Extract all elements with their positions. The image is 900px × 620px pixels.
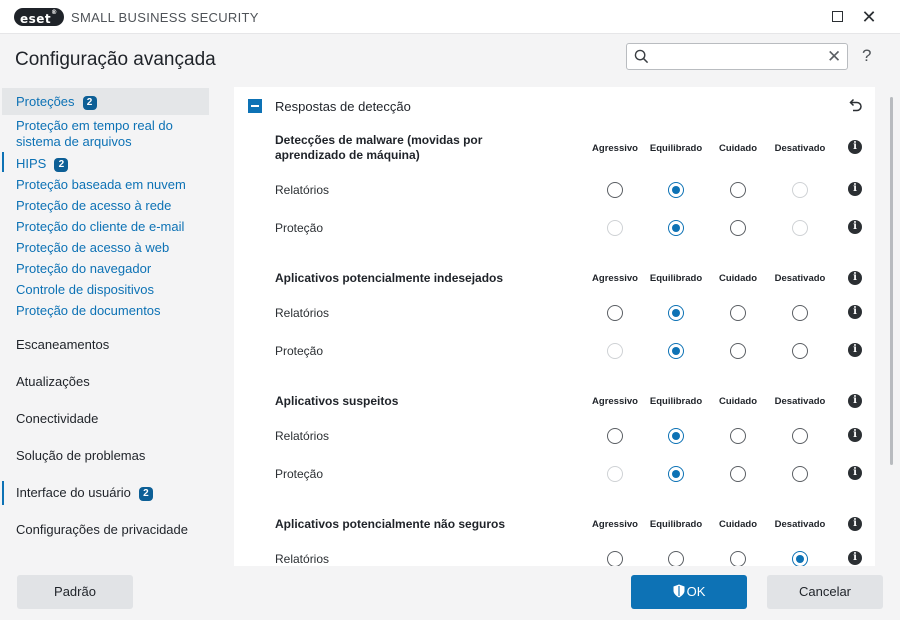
cancel-button[interactable]: Cancelar	[767, 575, 883, 609]
default-button[interactable]: Padrão	[17, 575, 133, 609]
sidebar-item-label: HIPS	[16, 156, 47, 171]
close-icon: ✕	[861, 7, 877, 27]
detection-responses-panel	[234, 87, 875, 566]
radio-button[interactable]	[607, 466, 623, 482]
radio-button[interactable]	[668, 551, 684, 566]
info-icon[interactable]: i	[848, 394, 862, 408]
count-badge: 2	[54, 158, 68, 172]
radio-button[interactable]	[792, 305, 808, 321]
panel-title: Respostas de detecção	[275, 99, 411, 114]
sidebar-item-protections[interactable]	[2, 88, 209, 115]
info-icon[interactable]: i	[848, 551, 862, 565]
sidebar	[0, 86, 215, 556]
row-label: Relatórios	[275, 306, 330, 320]
radio-button[interactable]	[607, 305, 623, 321]
shield-icon	[673, 584, 685, 598]
column-header: Agressivo	[592, 273, 638, 284]
collapse-icon[interactable]	[248, 99, 262, 113]
info-icon[interactable]: i	[848, 343, 862, 357]
info-icon[interactable]: i	[848, 305, 862, 319]
column-header: Equilibrado	[649, 519, 703, 530]
sidebar-section-privacy[interactable]: Configurações de privacidade	[16, 522, 188, 537]
column-header: Cuidado	[719, 396, 757, 407]
info-icon[interactable]: i	[848, 182, 862, 196]
section-title: Aplicativos suspeitos	[275, 394, 399, 408]
sidebar-item-label: Interface do usuário	[16, 485, 131, 500]
count-badge: 2	[139, 487, 153, 501]
column-header: Agressivo	[592, 396, 638, 407]
radio-button[interactable]	[607, 428, 623, 444]
close-window-button[interactable]	[857, 6, 881, 28]
row-label: Proteção	[275, 344, 324, 358]
column-header: Equilibrado	[649, 396, 703, 407]
section-marker	[2, 481, 4, 505]
sidebar-item-browser[interactable]: Proteção do navegador	[16, 261, 152, 276]
column-header: Cuidado	[719, 143, 757, 154]
radio-button[interactable]	[607, 182, 623, 198]
row-label: Relatórios	[275, 552, 330, 566]
section-title: Detecções de malware (movidas por aprendizado de máquina)	[275, 133, 483, 162]
radio-button[interactable]	[668, 220, 684, 236]
ok-label: OK	[686, 584, 706, 599]
scrollbar[interactable]	[890, 97, 893, 465]
radio-button[interactable]	[730, 182, 746, 198]
sidebar-item-hips[interactable]	[16, 156, 68, 172]
column-header: Cuidado	[719, 519, 757, 530]
column-header: Cuidado	[719, 273, 757, 284]
sidebar-section-scans[interactable]: Escaneamentos	[16, 337, 110, 352]
radio-button[interactable]	[730, 220, 746, 236]
radio-button[interactable]	[792, 551, 808, 566]
radio-button[interactable]	[668, 305, 684, 321]
row-label: Proteção	[275, 221, 324, 235]
sidebar-item-label: Proteções	[16, 94, 75, 109]
column-header: Desativado	[774, 396, 826, 407]
sidebar-item-device-control[interactable]: Controle de dispositivos	[16, 282, 155, 297]
row-label: Relatórios	[275, 183, 330, 197]
sidebar-item-web-access[interactable]: Proteção de acesso à web	[16, 240, 170, 255]
sidebar-item-email-client[interactable]: Proteção do cliente de e-mail	[16, 219, 185, 234]
square-icon	[832, 11, 843, 22]
section-title: Aplicativos potencialmente indesejados	[275, 271, 504, 285]
sidebar-section-user-interface[interactable]	[16, 485, 153, 501]
undo-icon[interactable]	[847, 97, 863, 113]
radio-button[interactable]	[730, 466, 746, 482]
radio-button[interactable]	[668, 466, 684, 482]
column-header: Agressivo	[592, 143, 638, 154]
radio-button[interactable]	[792, 220, 808, 236]
radio-button[interactable]	[668, 428, 684, 444]
info-icon[interactable]: i	[848, 428, 862, 442]
ok-button[interactable]	[631, 575, 747, 609]
radio-button[interactable]	[607, 551, 623, 566]
column-header: Equilibrado	[649, 273, 703, 284]
sidebar-section-troubleshooting[interactable]: Solução de problemas	[16, 448, 146, 463]
info-icon[interactable]: i	[848, 517, 862, 531]
section-title: Aplicativos potencialmente não seguros	[275, 517, 506, 531]
search-icon	[634, 49, 649, 64]
column-header: Desativado	[774, 143, 826, 154]
radio-button[interactable]	[668, 182, 684, 198]
radio-button[interactable]	[730, 343, 746, 359]
sidebar-item-cloud-protection[interactable]: Proteção baseada em nuvem	[16, 177, 186, 192]
radio-button[interactable]	[607, 220, 623, 236]
sidebar-item-document-protection[interactable]: Proteção de documentos	[16, 303, 161, 318]
section-marker	[2, 152, 4, 172]
search-box[interactable]	[626, 43, 848, 70]
clear-search-icon[interactable]: ✕	[827, 47, 842, 66]
sidebar-section-connectivity[interactable]: Conectividade	[16, 411, 99, 426]
maximize-button[interactable]	[825, 6, 849, 28]
info-icon[interactable]: i	[848, 220, 862, 234]
radio-button[interactable]	[792, 182, 808, 198]
column-header: Agressivo	[592, 519, 638, 530]
sidebar-section-updates[interactable]: Atualizações	[16, 374, 90, 389]
radio-button[interactable]	[730, 551, 746, 566]
radio-button[interactable]	[792, 343, 808, 359]
radio-button[interactable]	[792, 428, 808, 444]
radio-button[interactable]	[668, 343, 684, 359]
radio-button[interactable]	[730, 428, 746, 444]
eset-logo: eset®	[14, 8, 64, 26]
help-icon[interactable]: ?	[862, 46, 872, 65]
column-header: Desativado	[774, 273, 826, 284]
count-badge: 2	[83, 96, 97, 110]
product-name: SMALL BUSINESS SECURITY	[71, 10, 259, 25]
column-header: Equilibrado	[649, 143, 703, 154]
row-label: Relatórios	[275, 429, 330, 443]
info-icon[interactable]: i	[848, 140, 862, 154]
info-icon[interactable]: i	[848, 466, 862, 480]
info-icon[interactable]: i	[848, 271, 862, 285]
page-title: Configuração avançada	[15, 49, 216, 70]
search-input[interactable]	[655, 47, 820, 66]
sidebar-item-network-access[interactable]: Proteção de acesso à rede	[16, 198, 172, 213]
sidebar-item-realtime-protection[interactable]: Proteção em tempo real do sistema de arquivos	[16, 118, 173, 149]
radio-button[interactable]	[607, 343, 623, 359]
title-bar	[0, 0, 900, 34]
radio-button[interactable]	[792, 466, 808, 482]
radio-button[interactable]	[730, 305, 746, 321]
column-header: Desativado	[774, 519, 826, 530]
row-label: Proteção	[275, 467, 324, 481]
